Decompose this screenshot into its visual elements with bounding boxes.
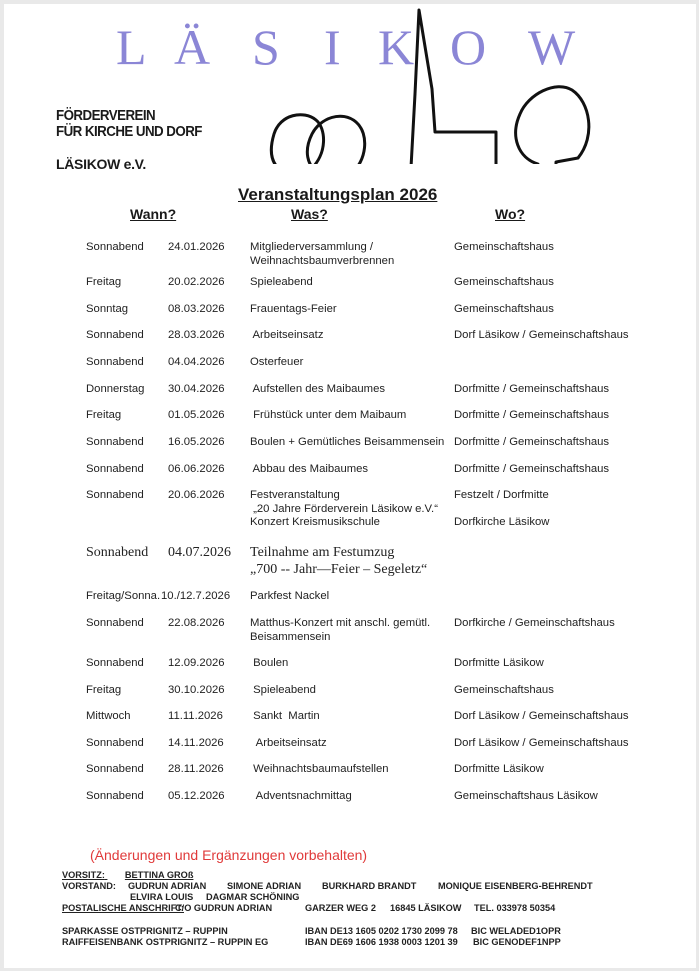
column-header-where: Wo? [495, 206, 526, 222]
event-location-line: Dorf Läsikow / Gemeinschaftshaus [454, 329, 629, 341]
logo-letter: W [528, 19, 576, 75]
event-location-line [454, 503, 549, 517]
event-date: 11.11.2026 [168, 710, 223, 722]
event-location-line: Gemeinschaftshaus [454, 276, 554, 288]
logo-letter: O [450, 19, 487, 75]
event-location-line: Gemeinschaftshaus [454, 303, 554, 315]
event-location [454, 617, 615, 631]
event-date: 04.04.2026 [168, 356, 225, 368]
event-date: 22.08.2026 [168, 617, 225, 629]
event-location-line: Gemeinschaftshaus [454, 241, 554, 253]
event-date: 12.09.2026 [168, 657, 225, 669]
event-description-line: Frühstück unter dem Maibaum [250, 409, 407, 421]
event-day: Sonnabend [86, 737, 144, 749]
event-day: Freitag [86, 684, 122, 696]
address-co: C/O GUDRUN ADRIAN [175, 903, 273, 913]
event-day: Freitag/Sonna. [86, 590, 161, 602]
event-location-line: Dorfmitte / Gemeinschaftshaus [454, 383, 610, 395]
event-location [454, 684, 554, 698]
logo-letter: S [252, 19, 280, 75]
event-description [250, 790, 352, 804]
changes-note: (Änderungen und Ergänzungen vorbehalten) [90, 847, 368, 863]
column-header-when: Wann? [130, 206, 177, 222]
event-day: Sonnabend [86, 617, 144, 629]
event-description-line: Matthus-Konzert mit anschl. gemütl. [250, 617, 431, 629]
event-description-line: Weihnachtsbaumaufstellen [250, 763, 389, 775]
event-description-line: Aufstellen des Maibaumes [250, 383, 386, 395]
event-location-line: Gemeinschaftshaus [454, 684, 554, 696]
logo-letter: I [324, 19, 341, 75]
event-description-line: Frauentags-Feier [250, 303, 337, 315]
event-day: Freitag [86, 276, 122, 288]
event-location [454, 790, 598, 804]
event-date: 06.06.2026 [168, 463, 225, 475]
board-member: SIMONE ADRIAN [227, 881, 302, 891]
event-location [454, 241, 554, 255]
event-description-line: Teilnahme am Festumzug [250, 545, 395, 560]
event-location [454, 463, 609, 477]
event-location-line: Festzelt / Dorfmitte [454, 489, 549, 501]
event-location [454, 329, 629, 343]
event-location [454, 737, 629, 751]
column-header-what: Was? [291, 206, 328, 222]
event-description [250, 329, 323, 343]
logo-letter: K [378, 19, 415, 75]
event-day: Sonnabend [86, 356, 144, 368]
board-member: BURKHARD BRANDT [322, 881, 417, 891]
event-description-line: Parkfest Nackel [250, 590, 330, 602]
event-description-line: „20 Jahre Förderverein Läsikow e.V.“ [250, 502, 438, 515]
event-location [454, 276, 554, 290]
event-date: 04.07.2026 [168, 545, 231, 560]
event-description [250, 356, 303, 370]
board-member: ELVIRA LOUIS [130, 892, 194, 902]
event-description [250, 590, 329, 604]
event-date: 20.02.2026 [168, 276, 225, 288]
event-location-line: Dorfmitte / Gemeinschaftshaus [454, 463, 610, 475]
board-member: GUDRUN ADRIAN [128, 881, 207, 891]
event-date: 24.01.2026 [168, 241, 225, 253]
event-description [250, 657, 288, 671]
event-description-line: Festveranstaltung [250, 489, 340, 501]
event-description-line: Abbau des Maibaumes [250, 463, 369, 475]
event-description [250, 763, 389, 777]
board-label: VORSTAND: [62, 881, 116, 891]
event-description-line: „700 -- Jahr—Feier – Segeletz“ [250, 562, 428, 577]
event-description-line: Boulen + Gemütliches Beisammensein [250, 436, 445, 448]
event-description [250, 436, 444, 450]
event-day: Sonnabend [86, 436, 144, 448]
event-date: 08.03.2026 [168, 303, 225, 315]
event-date: 28.11.2026 [168, 763, 224, 775]
event-description [250, 617, 430, 644]
bank-name: RAIFFEISENBANK OSTPRIGNITZ – RUPPIN EG [62, 937, 269, 947]
event-location-line: Dorf Läsikow / Gemeinschaftshaus [454, 710, 629, 722]
event-description-line: Sankt Martin [250, 710, 320, 722]
event-location-line: Dorfmitte Läsikow [454, 763, 544, 775]
chair-row [62, 870, 193, 881]
event-day: Sonnabend [86, 489, 144, 501]
event-location-line: Dorfmitte Läsikow [454, 657, 544, 669]
event-description [250, 737, 327, 751]
event-date: 14.11.2026 [168, 737, 224, 749]
event-description-line: Arbeitseinsatz [250, 737, 327, 749]
event-description [250, 409, 406, 423]
address-tel: TEL. 033978 50354 [474, 903, 556, 913]
event-description [250, 710, 320, 724]
event-location [454, 409, 609, 423]
event-day: Sonnabend [86, 790, 144, 802]
event-description-line: Beisammensein [250, 630, 331, 643]
event-description-line: Osterfeuer [250, 356, 304, 368]
event-day: Sonnabend [86, 545, 149, 560]
event-day: Sonnabend [86, 763, 144, 775]
chair-label: VORSITZ: [62, 870, 105, 880]
event-location-line: Dorfmitte / Gemeinschaftshaus [454, 436, 610, 448]
event-day: Sonnabend [86, 329, 144, 341]
event-location [454, 763, 544, 777]
event-date: 20.06.2026 [168, 489, 225, 501]
event-location [454, 657, 544, 671]
event-description-line: Spieleabend [250, 276, 313, 288]
event-day: Sonnabend [86, 463, 144, 475]
event-day: Sonnabend [86, 657, 144, 669]
event-day: Sonntag [86, 303, 129, 315]
village-skyline-logo [4, 4, 696, 164]
event-location [454, 710, 629, 724]
org-name-line1: FÖRDERVEREIN [56, 108, 156, 124]
skyline-path [56, 10, 654, 164]
event-location-line: Dorfmitte / Gemeinschaftshaus [454, 409, 610, 421]
event-description-line: Weihnachtsbaumverbrennen [250, 254, 395, 267]
event-date: 10./12.7.2026 [161, 590, 231, 602]
event-description-line: Adventsnachmittag [250, 790, 352, 802]
event-description [250, 463, 368, 477]
event-description [250, 383, 385, 397]
event-description-line: Arbeitseinsatz [250, 329, 324, 341]
bank-iban: IBAN DE13 1605 0202 1730 2099 78 [305, 926, 458, 936]
org-name-line2: FÜR KIRCHE UND DORF [56, 124, 202, 140]
chair-name: BETTINA GROß [124, 870, 194, 880]
event-description [250, 684, 316, 698]
event-description [250, 544, 427, 578]
page-title: Veranstaltungsplan 2026 [238, 185, 438, 204]
bank-iban: IBAN DE69 1606 1938 0003 1201 39 [305, 937, 458, 947]
event-date: 30.04.2026 [168, 383, 225, 395]
event-day: Sonnabend [86, 241, 144, 253]
event-location [454, 303, 554, 317]
event-day: Donnerstag [86, 383, 145, 395]
event-description [250, 276, 313, 290]
event-description [250, 241, 394, 268]
board-member: MONIQUE EISENBERG-BEHRENDT [438, 881, 593, 891]
event-location-line: Dorf Läsikow / Gemeinschaftshaus [454, 737, 629, 749]
address-street: GARZER WEG 2 [305, 903, 376, 913]
logo-letter: Ä [174, 19, 211, 75]
event-description-line: Boulen [250, 657, 289, 669]
event-day: Freitag [86, 409, 122, 421]
event-description [250, 489, 438, 530]
event-location-line: Gemeinschaftshaus Läsikow [454, 790, 598, 802]
address-city: 16845 LÄSIKOW [390, 903, 462, 913]
document-page [4, 4, 696, 968]
bank-bic: BIC WELADED1OPR [471, 926, 561, 936]
event-date: 30.10.2026 [168, 684, 225, 696]
event-location [454, 489, 549, 530]
event-day: Mittwoch [86, 710, 131, 722]
event-description [250, 303, 337, 317]
event-date: 28.03.2026 [168, 329, 225, 341]
event-description-line: Mitgliederversammlung / [250, 241, 374, 253]
event-date: 01.05.2026 [168, 409, 225, 421]
event-date: 05.12.2026 [168, 790, 225, 802]
event-location-line: Dorfkirche Läsikow [454, 516, 550, 528]
postal-address-row [62, 903, 556, 914]
event-location [454, 436, 609, 450]
bank-name: SPARKASSE OSTPRIGNITZ – RUPPIN [62, 926, 228, 936]
event-location [454, 383, 609, 397]
event-location-line: Dorfkirche / Gemeinschaftshaus [454, 617, 615, 629]
event-description-line: Spieleabend [250, 684, 316, 696]
bank-bic: BIC GENODEF1NPP [473, 937, 561, 947]
address-label: POSTALISCHE ANSCHRIFT: [62, 903, 184, 913]
event-description-line: Konzert Kreismusikschule [250, 516, 380, 528]
logo-letter: L [116, 19, 147, 75]
event-date: 16.05.2026 [168, 436, 225, 448]
board-member: DAGMAR SCHÖNING [206, 892, 300, 902]
org-name-line3: LÄSIKOW e.V. [56, 156, 147, 172]
